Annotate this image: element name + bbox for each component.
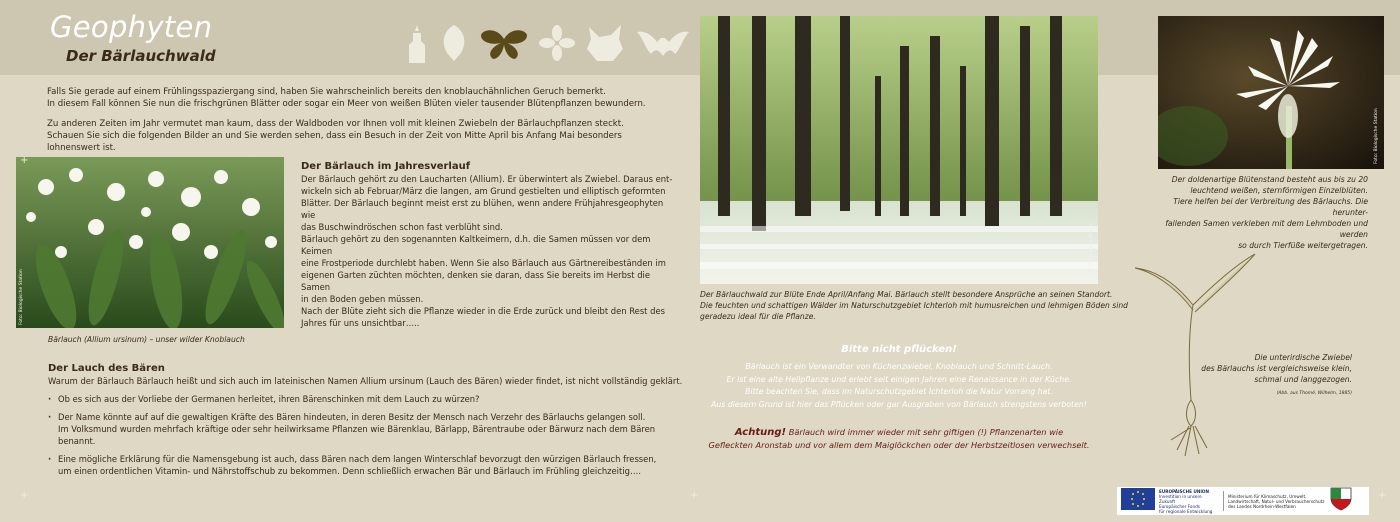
photo-credit: Foto: Biologische Station	[1374, 108, 1379, 164]
leaf-icon	[439, 23, 469, 63]
church-icon	[405, 23, 429, 63]
achtung-line: Gefleckten Aronstab und vor allem dem Maiglöckchen oder der Herbstzeitlosen verwechselt.	[708, 440, 1090, 450]
text-line: Jahres für uns unsichtbar…..	[301, 318, 420, 328]
warning-line: Er ist eine alte Heilpflanze und erlebt seit einigen Jahren eine Renaissance in der Küche.	[726, 374, 1072, 384]
logo-line: Landwirtschaft, Natur- und Verbraucherschutz	[1228, 498, 1325, 504]
text-line: das Buschwindröschen schon fast verblüht sind.	[301, 222, 503, 232]
logo-line: Europäischer Fonds	[1159, 503, 1200, 509]
text-line: wickeln sich ab Februar/März die langen, am Grund gestielten und elliptisch geformten	[301, 186, 666, 196]
intro-line: Falls Sie gerade auf einem Frühlingsspaziergang sind, haben Sie wahrscheinlich bereits den knoblauchähnlichen Geruch bemerkt.	[47, 87, 606, 97]
intro-line: Zu anderen Zeiten im Jahr vermutet man kaum, dass der Waldboden vor Ihnen voll mit kleinen Zwiebeln der Bärlauchpflanzen steckt.	[47, 119, 624, 129]
bulb-caption	[1200, 352, 1352, 399]
intro-line: Schauen Sie sich die folgenden Bilder an und Sie werden sehen, dass ein Besuch in der Zeit von Mitte April bis Anfang Mai besonders lohnenswert ist.	[47, 131, 622, 153]
theme-icon-bar	[405, 20, 691, 66]
bullet-list	[48, 393, 688, 477]
intro-text	[47, 86, 667, 162]
list-item	[48, 411, 688, 447]
list-item-text: Im Volksmund wurden mehrfach kräftige oder sehr heilwirksame Pflanzen wie Bärenklau, Bärlapp, Bärentraube oder Bärwurz nach dem Bären benannt.	[58, 424, 656, 446]
section-jahresverlauf	[301, 161, 673, 329]
section-baeren	[48, 363, 688, 483]
crop-mark: +	[20, 490, 29, 501]
logo-divider	[1223, 491, 1224, 511]
list-item-text: um einen ordentlichen Vitamin- und Nährstoffschub zu bekommen. Denn schließlich erwachen Bär und Bärlauch im Frühling gleichzeitig….	[58, 466, 641, 476]
caption-line: des Bärlauchs ist vergleichsweise klein,	[1201, 364, 1352, 373]
caption-line: Die unterirdische Zwiebel	[1254, 353, 1352, 362]
crop-mark: +	[20, 155, 29, 166]
page-subtitle: Der Bärlauchwald	[66, 47, 216, 65]
list-item-text: Ob es sich aus der Vorliebe der Germanen herleitet, ihren Bärenschinken mit dem Lauch zu würzen?	[58, 394, 480, 404]
caption-line: schmal und langgezogen.	[1254, 375, 1352, 384]
warning-title: Bitte nicht pflücken!	[841, 344, 957, 355]
text-line: eine Frostperiode durchlebt haben. Wenn Sie also Bärlauch aus Gärtnereibeständen im	[301, 258, 666, 268]
eu-funding-text	[1159, 489, 1219, 514]
warning-body	[700, 361, 1098, 411]
warning-line: Bärlauch ist ein Verwandter von Küchenzwiebel, Knoblauch und Schnitt-Lauch.	[745, 362, 1053, 371]
achtung-label: Achtung!	[734, 427, 787, 438]
logo-line: EUROPÄISCHE UNION	[1159, 488, 1209, 494]
illustration-source: (Abb. aus Thomé, Wilhelm, 1885)	[1276, 391, 1352, 396]
ramsons-bloom-photo	[1158, 16, 1384, 169]
photo-credit: Foto: Biologische Station	[19, 269, 24, 325]
text-line: in den Boden geben müssen.	[301, 294, 424, 304]
section-body	[301, 173, 673, 329]
caption-line: leuchtend weißen, sternförmigen Einzelblüten.	[1190, 186, 1368, 195]
caption-line: Der Bärlauchwald zur Blüte Ende April/Anfang Mai. Bärlauch stellt besondere Ansprüche an seinen Standort.	[700, 290, 1113, 299]
caption-line: so durch Tierfüße weitergetragen.	[1238, 241, 1368, 250]
text-line: eigenen Garten züchten möchten, denken sie daran, dass Sie bereits im Herbst die Samen	[301, 270, 651, 292]
list-item-text: Der Name könnte auf auf die gewaltigen Kräfte des Bären hindeuten, in deren Besitz der Mensch nach Verzehr des Bärlauchs gelangen soll.	[58, 412, 646, 422]
bat-icon	[635, 26, 691, 60]
bloom-photo-caption	[1158, 174, 1368, 251]
list-item	[48, 393, 688, 405]
logo-line: für regionale Entwicklung	[1159, 508, 1213, 514]
section-heading: Der Bärlauch im Jahresverlauf	[301, 161, 471, 172]
warning-box	[700, 344, 1098, 451]
section-intro: Warum der Bärlauch Bärlauch heißt und sich auch im lateinischen Namen Allium ursinum (Lauch des Bären) wieder findet, ist nicht vollständig geklärt.	[48, 376, 683, 386]
text-line: Nach der Blüte zieht sich die Pflanze wieder in die Erde zurück und bleibt den Rest des	[301, 306, 665, 316]
crop-mark: +	[1378, 490, 1387, 501]
ramsons-photo-caption: Bärlauch (Allium ursinum) – unser wilder Knoblauch	[48, 335, 245, 344]
section-heading: Der Lauch des Bären	[48, 363, 165, 374]
text-line: Bärlauch gehört zu den sogenannten Kaltkeimern, d.h. die Samen müssen vor dem Keimen	[301, 234, 651, 256]
forest-photo-caption	[700, 289, 1128, 322]
achtung-note	[700, 426, 1098, 451]
warning-line: Bitte beachten Sie, dass im Naturschutzgebiet Ichterloh die Natur Vorrang hat.	[745, 387, 1053, 396]
list-item	[48, 453, 688, 477]
crop-mark: +	[690, 490, 699, 501]
text-line: Blätter. Der Bärlauch beginnt meist erst zu blühen, wenn andere Frühjahresgeophyten wie	[301, 198, 664, 220]
caption-line: fallenden Samen verkleben mit dem Lehmboden und werden	[1165, 219, 1368, 239]
caption-line: Der doldenartige Blütenstand besteht aus bis zu 20	[1171, 175, 1368, 184]
wolf-icon	[585, 23, 625, 63]
nrw-coat-of-arms-icon	[1330, 487, 1352, 515]
flower-icon	[539, 25, 575, 61]
butterfly-icon	[479, 25, 529, 61]
intro-line: In diesem Fall können Sie nun die frischgrünen Blätter oder sogar ein Meer von weißen Blüten vieler tausender Blütenpflanzen bewundern.	[47, 99, 646, 109]
photo-credit: Foto: Biologische Station	[1089, 222, 1094, 278]
ministry-text	[1228, 494, 1326, 509]
caption-line: geradezu ideal für die Pflanze.	[700, 312, 816, 321]
list-item-text: Eine mögliche Erklärung für die Namensgebung ist auch, dass Bären nach dem langen Winterschlaf bevorzugt den würzigen Bärlauch fressen,	[58, 454, 657, 464]
caption-line: Tiere helfen bei der Verbreitung des Bärlauchs. Die herunter-	[1173, 197, 1368, 217]
funding-logos	[1117, 487, 1369, 515]
logo-line: des Landes Nordrhein-Westfalen	[1228, 503, 1296, 509]
text-line: Der Bärlauch gehört zu den Laucharten (Allium). Er überwintert als Zwiebel. Daraus ent-	[301, 174, 673, 184]
warning-line: Aus diesem Grund ist hier das Pflücken oder gar Ausgraben von Bärlauch strengstens verboten!	[711, 399, 1087, 409]
page-title: Geophyten	[50, 10, 213, 44]
ramsons-closeup-photo	[16, 157, 284, 328]
eu-flag-icon	[1121, 488, 1155, 514]
caption-line: Die feuchten und schattigen Wälder im Naturschutzgebiet Ichterloh mit humusreichen und lehmigen Böden sind	[700, 301, 1128, 310]
logo-line: Ministerium für Klimaschutz, Umwelt,	[1228, 493, 1307, 499]
logo-line: Investition in unsere Zukunft	[1159, 493, 1202, 504]
achtung-line: Bärlauch wird immer wieder mit sehr giftigen (!) Pflanzenarten wie	[786, 427, 1064, 437]
ramsons-forest-photo	[700, 16, 1098, 284]
